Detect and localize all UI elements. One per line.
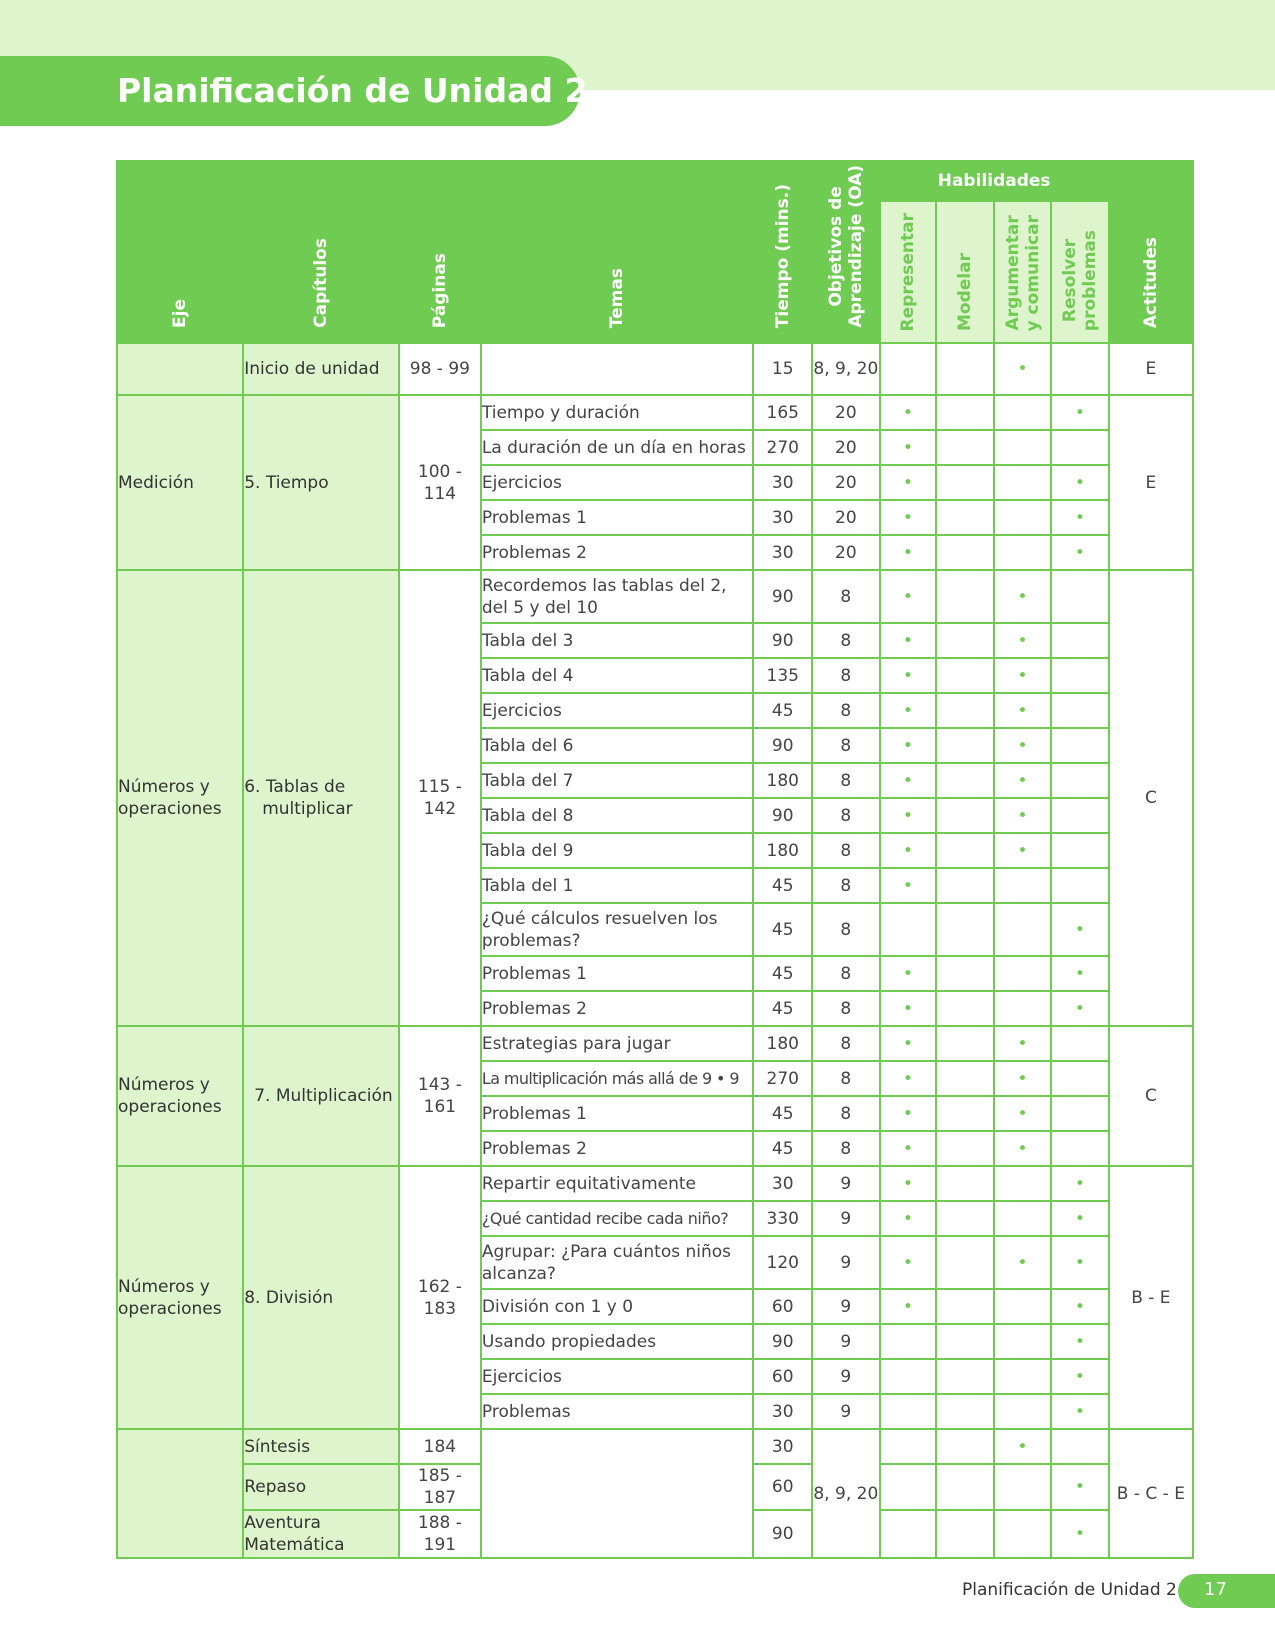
oa-cell: 8 <box>812 991 879 1026</box>
modelar-cell <box>936 903 994 956</box>
planning-table <box>116 160 1194 1559</box>
paginas-cell: 185 - 187 <box>399 1464 481 1510</box>
representar-cell <box>880 1464 937 1510</box>
header-oa: Objetivos de Aprendizaje (OA) <box>812 161 879 343</box>
modelar-cell <box>936 833 994 868</box>
resolver-cell <box>1051 1026 1109 1061</box>
tiempo-cell: 90 <box>753 798 812 833</box>
tema-cell: Tiempo y duración <box>481 395 753 430</box>
resolver-dot: • <box>1051 1201 1109 1236</box>
tema-cell: Recordemos las tablas del 2, del 5 y del 10 <box>481 570 753 623</box>
argumentar-cell <box>994 1201 1051 1236</box>
representar-dot: • <box>880 693 937 728</box>
resolver-cell <box>1051 1061 1109 1096</box>
resolver-cell <box>1051 798 1109 833</box>
header-actitudes: Actitudes <box>1109 161 1193 343</box>
oa-cell: 8 <box>812 1026 879 1061</box>
actitudes-cell: C <box>1109 1026 1193 1166</box>
resolver-dot: • <box>1051 1236 1109 1289</box>
representar-dot: • <box>880 570 937 623</box>
representar-dot: • <box>880 1236 937 1289</box>
representar-dot: • <box>880 956 937 991</box>
paginas-cell: 100 - 114 <box>399 395 481 570</box>
header-row <box>117 161 1193 201</box>
tema-cell: Tabla del 4 <box>481 658 753 693</box>
argumentar-cell <box>994 903 1051 956</box>
resolver-cell <box>1051 430 1109 465</box>
tiempo-cell: 45 <box>753 956 812 991</box>
oa-cell: 8 <box>812 903 879 956</box>
modelar-cell <box>936 343 994 395</box>
modelar-cell <box>936 1236 994 1289</box>
tema-cell <box>481 343 753 395</box>
argumentar-dot: • <box>994 1131 1051 1166</box>
tiempo-cell: 30 <box>753 465 812 500</box>
argumentar-cell <box>994 430 1051 465</box>
tiempo-cell: 30 <box>753 1429 812 1464</box>
oa-cell: 8 <box>812 798 879 833</box>
oa-cell: 9 <box>812 1166 879 1201</box>
argumentar-cell <box>994 991 1051 1026</box>
table-row <box>117 570 1193 623</box>
tema-cell <box>481 1429 753 1558</box>
argumentar-dot: • <box>994 763 1051 798</box>
header-modelar: Modelar <box>936 201 994 343</box>
tiempo-cell: 270 <box>753 1061 812 1096</box>
resolver-dot: • <box>1051 500 1109 535</box>
modelar-cell <box>936 623 994 658</box>
table-row <box>117 1166 1193 1201</box>
tiempo-cell: 90 <box>753 728 812 763</box>
oa-cell: 20 <box>812 465 879 500</box>
footer-label: Planificación de Unidad 2 <box>962 1580 1177 1600</box>
modelar-cell <box>936 1131 994 1166</box>
oa-cell: 9 <box>812 1201 879 1236</box>
argumentar-dot: • <box>994 570 1051 623</box>
modelar-cell <box>936 1026 994 1061</box>
representar-dot: • <box>880 500 937 535</box>
representar-dot: • <box>880 1026 937 1061</box>
representar-dot: • <box>880 728 937 763</box>
resolver-cell <box>1051 343 1109 395</box>
tiempo-cell: 90 <box>753 570 812 623</box>
representar-cell <box>880 1359 937 1394</box>
tema-cell: Tabla del 8 <box>481 798 753 833</box>
header-eje: Eje <box>117 161 243 343</box>
oa-cell: 20 <box>812 500 879 535</box>
argumentar-cell <box>994 395 1051 430</box>
resolver-dot: • <box>1051 1324 1109 1359</box>
resolver-cell <box>1051 658 1109 693</box>
page-title: Planificación de Unidad 2 <box>117 71 588 110</box>
tema-cell: Repartir equitativamente <box>481 1166 753 1201</box>
tiempo-cell: 30 <box>753 500 812 535</box>
tiempo-cell: 45 <box>753 693 812 728</box>
capitulo-cell: 5. Tiempo <box>243 395 399 570</box>
tema-cell: Problemas 1 <box>481 956 753 991</box>
tema-cell: Problemas <box>481 1394 753 1429</box>
oa-cell: 8 <box>812 956 879 991</box>
paginas-cell: 162 - 183 <box>399 1166 481 1429</box>
tema-cell: ¿Qué cálculos resuelven los problemas? <box>481 903 753 956</box>
representar-dot: • <box>880 763 937 798</box>
argumentar-cell <box>994 1394 1051 1429</box>
paginas-cell: 143 - 161 <box>399 1026 481 1166</box>
oa-cell: 8 <box>812 1131 879 1166</box>
representar-dot: • <box>880 1096 937 1131</box>
tiempo-cell: 45 <box>753 991 812 1026</box>
capitulo-cell: Aventura Matemática <box>243 1510 399 1558</box>
argumentar-cell <box>994 1324 1051 1359</box>
argumentar-dot: • <box>994 623 1051 658</box>
resolver-dot: • <box>1051 465 1109 500</box>
table-row <box>117 395 1193 430</box>
resolver-cell <box>1051 623 1109 658</box>
argumentar-dot: • <box>994 693 1051 728</box>
tema-cell: Problemas 2 <box>481 991 753 1026</box>
modelar-cell <box>936 535 994 570</box>
representar-dot: • <box>880 868 937 903</box>
capitulo-cell: 6. Tablas de multiplicar <box>243 570 399 1026</box>
modelar-cell <box>936 500 994 535</box>
argumentar-cell <box>994 1289 1051 1324</box>
modelar-cell <box>936 868 994 903</box>
argumentar-cell <box>994 1464 1051 1510</box>
modelar-cell <box>936 395 994 430</box>
tema-cell: Ejercicios <box>481 1359 753 1394</box>
resolver-dot: • <box>1051 535 1109 570</box>
tema-cell: Ejercicios <box>481 693 753 728</box>
modelar-cell <box>936 956 994 991</box>
argumentar-dot: • <box>994 1061 1051 1096</box>
representar-dot: • <box>880 465 937 500</box>
table-row <box>117 343 1193 395</box>
tiempo-cell: 180 <box>753 833 812 868</box>
tiempo-cell: 45 <box>753 1096 812 1131</box>
tiempo-cell: 330 <box>753 1201 812 1236</box>
tiempo-cell: 15 <box>753 343 812 395</box>
tema-cell: Problemas 1 <box>481 500 753 535</box>
modelar-cell <box>936 1359 994 1394</box>
resolver-dot: • <box>1051 395 1109 430</box>
argumentar-dot: • <box>994 798 1051 833</box>
eje-cell <box>117 343 243 395</box>
modelar-cell <box>936 1429 994 1464</box>
modelar-cell <box>936 1201 994 1236</box>
tema-cell: Tabla del 3 <box>481 623 753 658</box>
resolver-cell <box>1051 570 1109 623</box>
oa-cell: 8 <box>812 868 879 903</box>
page-number: 17 <box>1204 1579 1227 1600</box>
oa-cell: 9 <box>812 1324 879 1359</box>
oa-cell: 20 <box>812 395 879 430</box>
tema-cell: Tabla del 7 <box>481 763 753 798</box>
oa-cell: 8 <box>812 1096 879 1131</box>
resolver-dot: • <box>1051 1359 1109 1394</box>
modelar-cell <box>936 1096 994 1131</box>
resolver-dot: • <box>1051 1166 1109 1201</box>
representar-cell <box>880 1429 937 1464</box>
oa-cell: 8 <box>812 570 879 623</box>
resolver-cell <box>1051 728 1109 763</box>
eje-cell: Números y operaciones <box>117 570 243 1026</box>
representar-dot: • <box>880 1061 937 1096</box>
argumentar-dot: • <box>994 833 1051 868</box>
representar-dot: • <box>880 430 937 465</box>
argumentar-cell <box>994 500 1051 535</box>
oa-cell: 8, 9, 20 <box>812 343 879 395</box>
tema-cell: La duración de un día en horas <box>481 430 753 465</box>
argumentar-dot: • <box>994 1429 1051 1464</box>
header-habilidades: Habilidades <box>880 161 1109 201</box>
tema-cell: Estrategias para jugar <box>481 1026 753 1061</box>
argumentar-dot: • <box>994 1026 1051 1061</box>
argumentar-cell <box>994 1166 1051 1201</box>
oa-cell: 9 <box>812 1359 879 1394</box>
resolver-cell <box>1051 763 1109 798</box>
oa-cell: 8 <box>812 623 879 658</box>
resolver-cell <box>1051 1096 1109 1131</box>
tiempo-cell: 90 <box>753 1324 812 1359</box>
tiempo-cell: 135 <box>753 658 812 693</box>
argumentar-cell <box>994 535 1051 570</box>
tema-cell: La multiplicación más allá de 9 • 9 <box>481 1061 753 1096</box>
modelar-cell <box>936 1166 994 1201</box>
tiempo-cell: 60 <box>753 1464 812 1510</box>
tiempo-cell: 45 <box>753 903 812 956</box>
header-tiempo: Tiempo (mins.) <box>753 161 812 343</box>
tema-cell: Problemas 2 <box>481 1131 753 1166</box>
eje-cell: Medición <box>117 395 243 570</box>
tema-cell: Tabla del 9 <box>481 833 753 868</box>
paginas-cell: 98 - 99 <box>399 343 481 395</box>
representar-dot: • <box>880 1201 937 1236</box>
modelar-cell <box>936 465 994 500</box>
actitudes-cell: B - E <box>1109 1166 1193 1429</box>
tiempo-cell: 180 <box>753 763 812 798</box>
modelar-cell <box>936 798 994 833</box>
resolver-dot: • <box>1051 903 1109 956</box>
oa-cell: 8 <box>812 763 879 798</box>
tiempo-cell: 60 <box>753 1289 812 1324</box>
actitudes-cell: E <box>1109 343 1193 395</box>
argumentar-cell <box>994 868 1051 903</box>
argumentar-dot: • <box>994 343 1051 395</box>
header-capitulos: Capítulos <box>243 161 399 343</box>
tema-cell: Problemas 1 <box>481 1096 753 1131</box>
header-representar: Representar <box>880 201 937 343</box>
oa-cell: 9 <box>812 1394 879 1429</box>
resolver-cell <box>1051 693 1109 728</box>
oa-cell: 9 <box>812 1289 879 1324</box>
paginas-cell: 115 - 142 <box>399 570 481 1026</box>
argumentar-cell <box>994 956 1051 991</box>
tiempo-cell: 165 <box>753 395 812 430</box>
resolver-dot: • <box>1051 956 1109 991</box>
resolver-dot: • <box>1051 1464 1109 1510</box>
modelar-cell <box>936 991 994 1026</box>
argumentar-cell <box>994 465 1051 500</box>
modelar-cell <box>936 1394 994 1429</box>
modelar-cell <box>936 1510 994 1558</box>
tema-cell: ¿Qué cantidad recibe cada niño? <box>481 1201 753 1236</box>
capitulo-cell: 8. División <box>243 1166 399 1429</box>
tema-cell: Problemas 2 <box>481 535 753 570</box>
representar-dot: • <box>880 535 937 570</box>
argumentar-dot: • <box>994 728 1051 763</box>
actitudes-cell: C <box>1109 570 1193 1026</box>
oa-cell: 8 <box>812 1061 879 1096</box>
tiempo-cell: 90 <box>753 1510 812 1558</box>
modelar-cell <box>936 1289 994 1324</box>
modelar-cell <box>936 570 994 623</box>
paginas-cell: 184 <box>399 1429 481 1464</box>
representar-dot: • <box>880 658 937 693</box>
representar-dot: • <box>880 991 937 1026</box>
oa-cell: 20 <box>812 430 879 465</box>
representar-cell <box>880 343 937 395</box>
table-row <box>117 1429 1193 1464</box>
modelar-cell <box>936 658 994 693</box>
argumentar-dot: • <box>994 658 1051 693</box>
tema-cell: Agrupar: ¿Para cuántos niños alcanza? <box>481 1236 753 1289</box>
tiempo-cell: 30 <box>753 535 812 570</box>
header-temas: Temas <box>481 161 753 343</box>
modelar-cell <box>936 693 994 728</box>
resolver-cell <box>1051 868 1109 903</box>
resolver-cell <box>1051 833 1109 868</box>
actitudes-cell: B - C - E <box>1109 1429 1193 1558</box>
header-argumentar: Argumentar y comunicar <box>994 201 1051 343</box>
oa-cell: 9 <box>812 1236 879 1289</box>
tiempo-cell: 270 <box>753 430 812 465</box>
tiempo-cell: 120 <box>753 1236 812 1289</box>
oa-cell: 20 <box>812 535 879 570</box>
representar-dot: • <box>880 798 937 833</box>
resolver-dot: • <box>1051 991 1109 1026</box>
argumentar-cell <box>994 1359 1051 1394</box>
modelar-cell <box>936 763 994 798</box>
paginas-cell: 188 - 191 <box>399 1510 481 1558</box>
tiempo-cell: 180 <box>753 1026 812 1061</box>
modelar-cell <box>936 430 994 465</box>
argumentar-dot: • <box>994 1096 1051 1131</box>
modelar-cell <box>936 728 994 763</box>
eje-cell <box>117 1429 243 1558</box>
tiempo-cell: 45 <box>753 868 812 903</box>
tema-cell: Ejercicios <box>481 465 753 500</box>
tiempo-cell: 90 <box>753 623 812 658</box>
capitulo-cell: Inicio de unidad <box>243 343 399 395</box>
tema-cell: División con 1 y 0 <box>481 1289 753 1324</box>
actitudes-cell: E <box>1109 395 1193 570</box>
capitulo-cell: Síntesis <box>243 1429 399 1464</box>
table-row <box>117 1026 1193 1061</box>
representar-dot: • <box>880 1131 937 1166</box>
representar-cell <box>880 903 937 956</box>
argumentar-cell <box>994 1510 1051 1558</box>
tiempo-cell: 45 <box>753 1131 812 1166</box>
eje-cell: Números y operaciones <box>117 1026 243 1166</box>
header-paginas: Páginas <box>399 161 481 343</box>
tiempo-cell: 60 <box>753 1359 812 1394</box>
tema-cell: Tabla del 1 <box>481 868 753 903</box>
argumentar-dot: • <box>994 1236 1051 1289</box>
header-resolver: Resolver problemas <box>1051 201 1109 343</box>
oa-cell: 8, 9, 20 <box>812 1429 879 1558</box>
representar-dot: • <box>880 833 937 868</box>
representar-dot: • <box>880 623 937 658</box>
resolver-dot: • <box>1051 1510 1109 1558</box>
resolver-cell <box>1051 1131 1109 1166</box>
oa-cell: 8 <box>812 728 879 763</box>
tiempo-cell: 30 <box>753 1394 812 1429</box>
tiempo-cell: 30 <box>753 1166 812 1201</box>
oa-cell: 8 <box>812 693 879 728</box>
representar-dot: • <box>880 395 937 430</box>
modelar-cell <box>936 1464 994 1510</box>
tema-cell: Usando propiedades <box>481 1324 753 1359</box>
representar-cell <box>880 1394 937 1429</box>
representar-cell <box>880 1510 937 1558</box>
representar-cell <box>880 1324 937 1359</box>
modelar-cell <box>936 1324 994 1359</box>
resolver-dot: • <box>1051 1289 1109 1324</box>
capitulo-cell: Repaso <box>243 1464 399 1510</box>
representar-dot: • <box>880 1289 937 1324</box>
capitulo-cell: 7. Multiplicación <box>243 1026 399 1166</box>
resolver-cell <box>1051 1429 1109 1464</box>
eje-cell: Números y operaciones <box>117 1166 243 1429</box>
oa-cell: 8 <box>812 833 879 868</box>
oa-cell: 8 <box>812 658 879 693</box>
representar-dot: • <box>880 1166 937 1201</box>
modelar-cell <box>936 1061 994 1096</box>
tema-cell: Tabla del 6 <box>481 728 753 763</box>
resolver-dot: • <box>1051 1394 1109 1429</box>
